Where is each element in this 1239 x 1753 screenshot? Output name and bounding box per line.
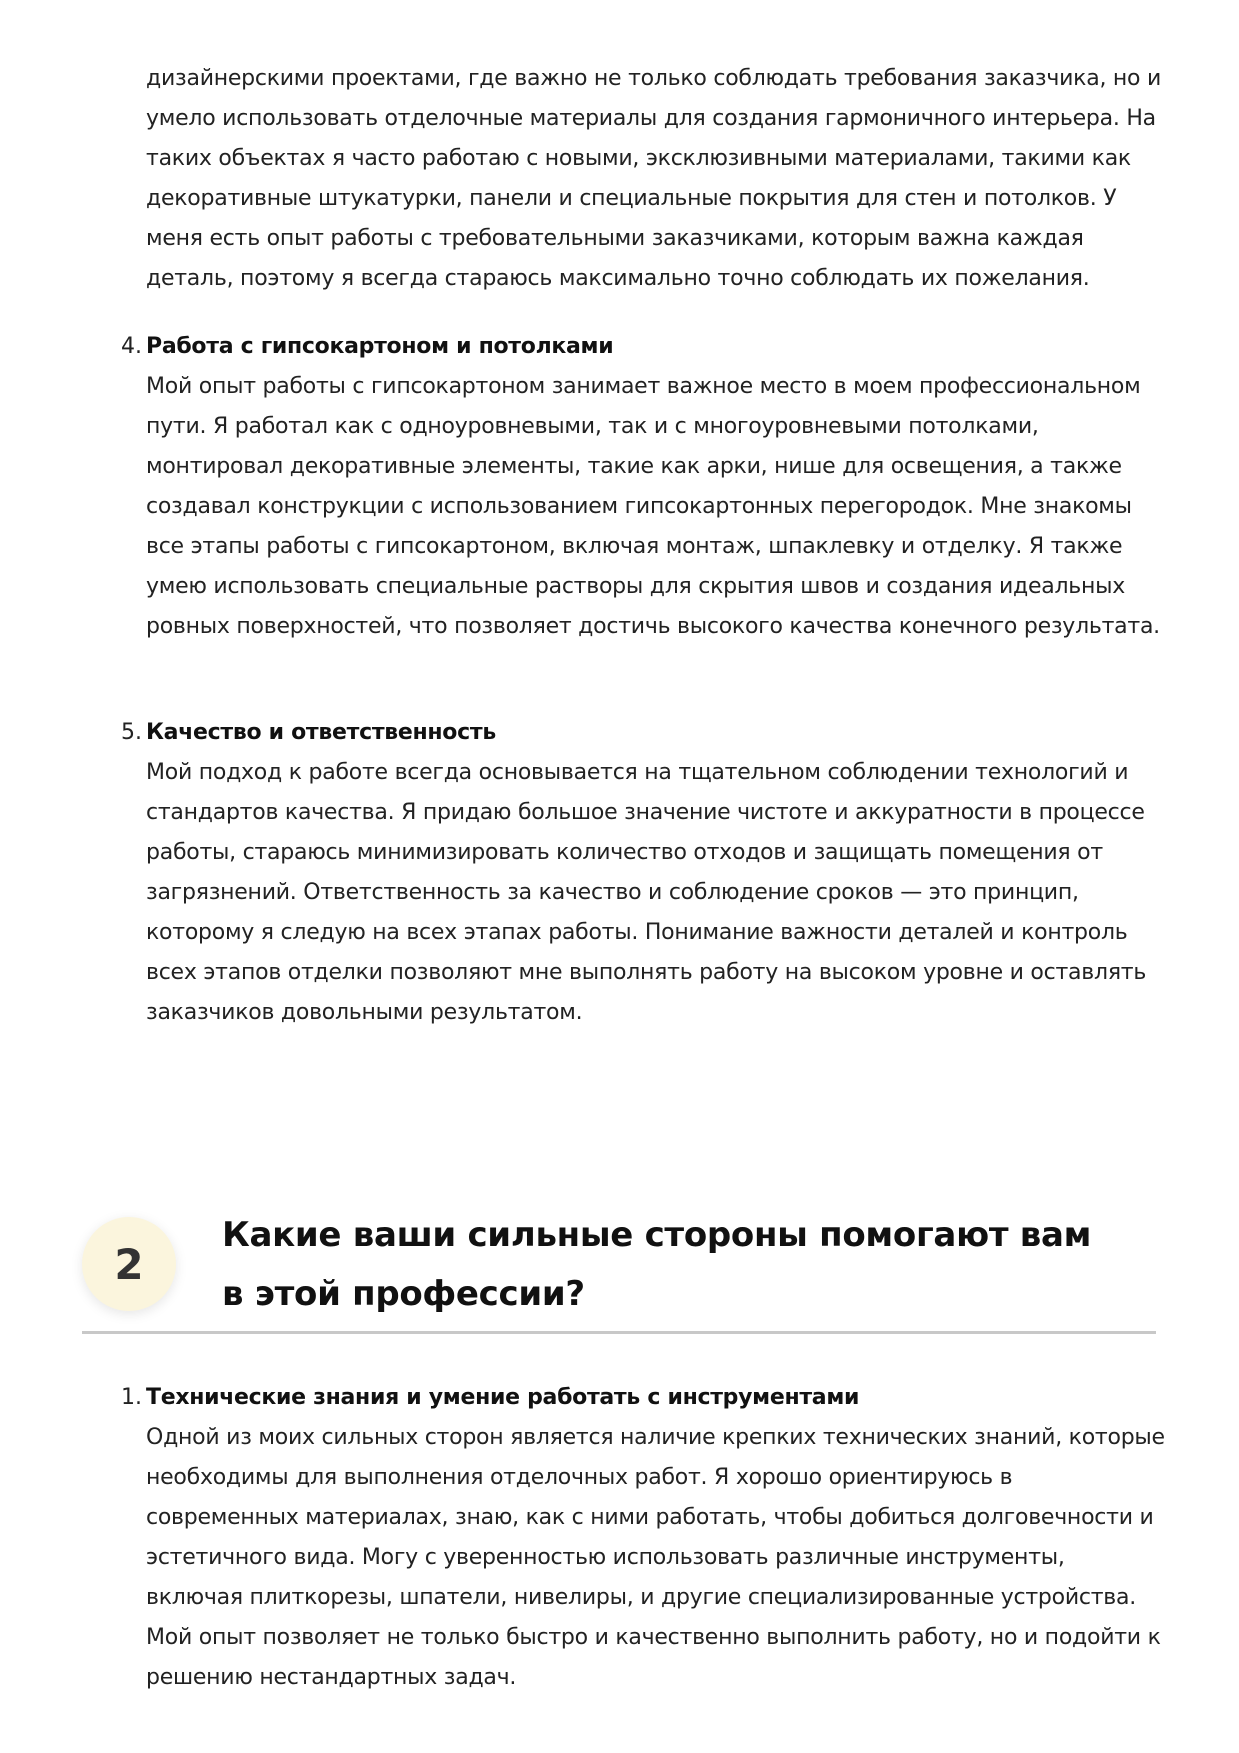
list-item-number: 4. xyxy=(121,334,142,359)
list-item xyxy=(121,327,1166,647)
list-item-title: Качество и ответственность xyxy=(146,720,496,745)
list-item xyxy=(121,713,1166,1033)
list-item-title: Работа с гипсокартоном и потолками xyxy=(146,334,614,359)
section-divider xyxy=(82,1331,1156,1334)
list-item-text: Мой подход к работе всегда основывается на тщательном соблюдении технологий и стандартов качества. Я придаю большое значение чистоте и аккуратности в процессе работы, стараюсь минимизировать количество отходов и защищать помещения от загрязнений. Ответственность за качество и соблюдение сроков — это принцип, которому я следую на всех этапах работы. Понимание важности деталей и контроль всех этапов отделки позволяют мне выполнять работу на высоком уровне и оставлять заказчиков довольными результатом. xyxy=(146,760,1147,1025)
list-item xyxy=(121,1378,1166,1698)
list-item-number: 5. xyxy=(121,720,142,745)
list-item-text: Одной из моих сильных сторон является наличие крепких технических знаний, которые необходимы для выполнения отделочных работ. Я хорошо ориентируюсь в современных материалах, знаю, как с ними работать, чтобы добиться долговечности и эстетичного вида. Могу с уверенностью использовать различные инструменты, включая плиткорезы, шпатели, нивелиры, и другие специализированные устройства. Мой опыт позволяет не только быстро и качественно выполнить работу, но и подойти к решению нестандартных задач. xyxy=(146,1425,1165,1690)
intro-paragraph: дизайнерскими проектами, где важно не только соблюдать требования заказчика, но и умело использовать отделочные материалы для создания гармоничного интерьера. На таких объектах я часто работаю с новыми, эксклюзивными материалами, такими как декоративные штукатурки, панели и специальные покрытия для стен и потолков. У меня есть опыт работы с требовательными заказчиками, которым важна каждая деталь, поэтому я всегда стараюсь максимально точно соблюдать их пожелания. xyxy=(146,66,1162,291)
list-item-number: 1. xyxy=(121,1385,142,1410)
list-item-title: Технические знания и умение работать с инструментами xyxy=(146,1385,860,1410)
section-heading: Какие ваши сильные стороны помогают вам в этой профессии? xyxy=(222,1215,1092,1314)
list-item-text: Мой опыт работы с гипсокартоном занимает важное место в моем профессиональном пути. Я работал как с одноуровневыми, так и с многоуровневыми потолками, монтировал декоративные элементы, такие как арки, нише для освещения, а также создавал конструкции с использованием гипсокартонных перегородок. Мне знакомы все этапы работы с гипсокартоном, включая монтаж, шпаклевку и отделку. Я также умею использовать специальные растворы для скрытия швов и создания идеальных ровных поверхностей, что позволяет достичь высокого качества конечного результата. xyxy=(146,374,1160,639)
section-number-badge: 2 xyxy=(82,1217,176,1311)
